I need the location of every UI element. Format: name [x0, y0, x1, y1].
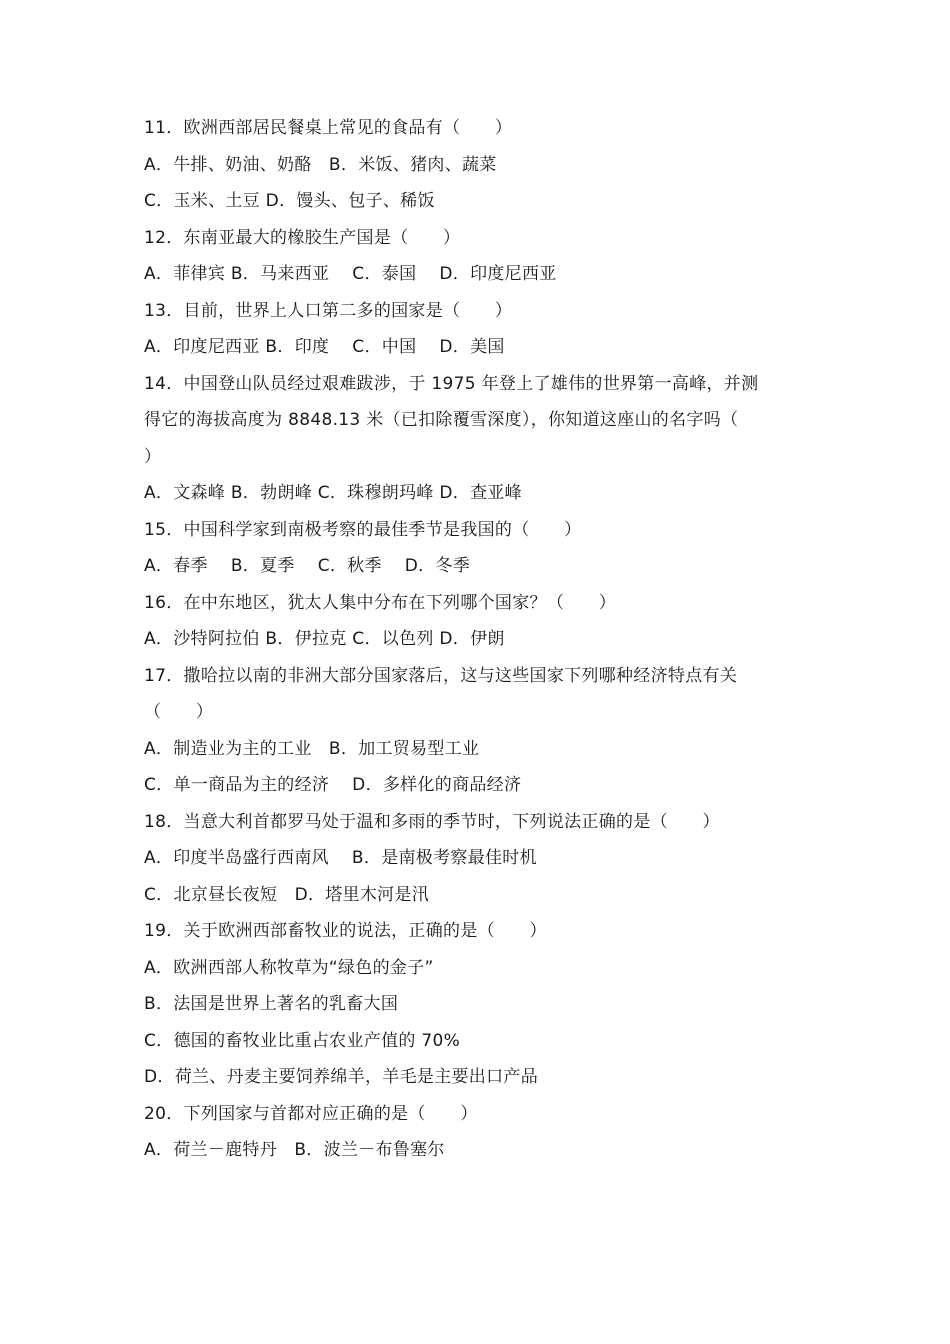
question-16-options-line-1: A．沙特阿拉伯 B．伊拉克 C．以色列 D．伊朗	[144, 629, 505, 649]
question-15-stem: 15．中国科学家到南极考察的最佳季节是我国的（ ）	[144, 519, 582, 540]
question-18-options-line-1: A．印度半岛盛行西南风 B．是南极考察最佳时机	[144, 848, 537, 868]
question-13-stem: 13．目前，世界上人口第二多的国家是（ ）	[144, 300, 513, 321]
question-14-stem-line-1: 14．中国登山队员经过艰难跋涉，于 1975 年登上了雄伟的世界第一高峰，并测	[144, 373, 759, 394]
question-14-stem-line-3: ）	[144, 446, 162, 467]
question-20-stem: 20．下列国家与首都对应正确的是（ ）	[144, 1103, 478, 1124]
question-19-option-c: C．德国的畜牧业比重占农业产值的 70%	[144, 1030, 461, 1051]
question-20-options-line-1: A．荷兰－鹿特丹 B．波兰－布鲁塞尔	[144, 1140, 445, 1160]
question-19-option-d: D．荷兰、丹麦主要饲养绵羊，羊毛是主要出口产品	[144, 1067, 538, 1087]
question-13-options-line-1: A．印度尼西亚 B．印度 C．中国 D．美国	[144, 337, 505, 357]
question-15-options-line-1: A．春季 B．夏季 C．秋季 D．冬季	[144, 556, 471, 576]
question-19-option-b: B．法国是世界上著名的乳畜大国	[144, 994, 399, 1014]
question-19-stem: 19．关于欧洲西部畜牧业的说法，正确的是（ ）	[144, 921, 547, 941]
question-11-stem: 11．欧洲西部居民餐桌上常见的食品有（ ）	[144, 118, 513, 138]
question-11-options-line-2: C．玉米、土豆 D．馒头、包子、稀饭	[144, 191, 435, 211]
question-18-stem: 18．当意大利首都罗马处于温和多雨的季节时，下列说法正确的是（ ）	[144, 811, 720, 832]
question-list	[144, 110, 814, 1169]
question-17-stem-line-1: 17．撒哈拉以南的非洲大部分国家落后，这与这些国家下列哪种经济特点有关	[144, 665, 738, 686]
question-17-options-line-2: C．单一商品为主的经济 D．多样化的商品经济	[144, 775, 522, 795]
question-18-options-line-2: C．北京昼长夜短 D．塔里木河是汛	[144, 884, 430, 905]
question-11-options-line-1: A．牛排、奶油、奶酪 B．米饭、猪肉、蔬菜	[144, 154, 497, 175]
question-16-stem: 16．在中东地区，犹太人集中分布在下列哪个国家？（ ）	[144, 592, 617, 613]
question-12-stem: 12．东南亚最大的橡胶生产国是（ ）	[144, 227, 461, 248]
question-17-options-line-1: A．制造业为主的工业 B．加工贸易型工业	[144, 738, 480, 759]
question-14-stem-line-2: 得它的海拔高度为 8848.13 米（已扣除覆雪深度），你知道这座山的名字吗（	[144, 410, 739, 430]
question-17-stem-line-2: （ ）	[144, 702, 214, 722]
question-14-options-line-1: A．文森峰 B．勃朗峰 C．珠穆朗玛峰 D．查亚峰	[144, 483, 522, 503]
question-19-option-a: A．欧洲西部人称牧草为“绿色的金子”	[144, 957, 434, 978]
question-12-options-line-1: A．菲律宾 B．马来西亚 C．泰国 D．印度尼西亚	[144, 264, 557, 284]
